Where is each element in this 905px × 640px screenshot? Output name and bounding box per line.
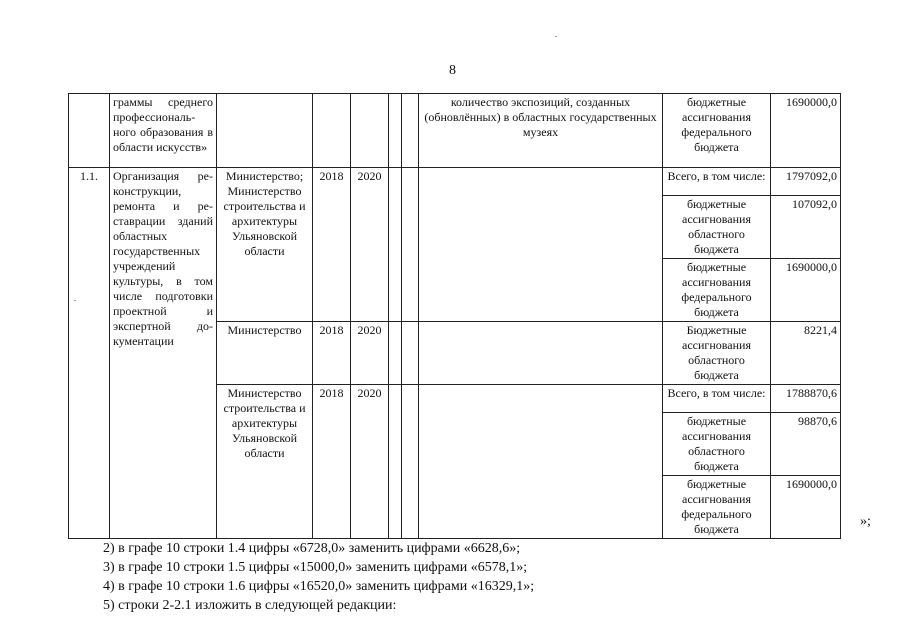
closing-quote: »; xyxy=(860,514,871,529)
amendment-item: 5) строки 2-2.1 изложить в следующей редакции: xyxy=(103,598,397,613)
year-end: 2020 xyxy=(351,385,389,539)
funding-amount: 1788870,6 xyxy=(771,385,841,413)
funding-source: бюджетные ассигнования федерального бюджета xyxy=(663,94,771,168)
cell-empty xyxy=(402,94,419,168)
year-end: 2020 xyxy=(351,322,389,385)
funding-source: Всего, в том числе: xyxy=(663,385,771,413)
item-number: 1.1. xyxy=(69,168,110,539)
funding-amount: 98870,6 xyxy=(771,413,841,476)
funding-amount: 8221,4 xyxy=(771,322,841,385)
executor: Министерство; Министерство строительства и архитектуры Ульяновской области xyxy=(217,168,313,322)
funding-source: Всего, в том числе: xyxy=(663,168,771,196)
funding-amount: 1690000,0 xyxy=(771,94,841,168)
cell-empty xyxy=(402,385,419,539)
funding-source: бюджетные ассигнования федерального бюджета xyxy=(663,259,771,322)
cell-empty xyxy=(389,385,402,539)
cell-empty xyxy=(389,322,402,385)
cell-empty xyxy=(402,322,419,385)
cell-indicator-empty xyxy=(419,322,663,385)
funding-source: бюджетные ассигнования областного бюджета xyxy=(663,196,771,259)
scan-speck xyxy=(74,300,76,301)
table-row xyxy=(69,168,841,196)
funding-amount: 107092,0 xyxy=(771,196,841,259)
amendments-list xyxy=(103,539,534,615)
funding-amount: 1690000,0 xyxy=(771,259,841,322)
funding-amount: 1690000,0 xyxy=(771,476,841,539)
cell-year-start-empty xyxy=(313,94,351,168)
amendment-item: 2) в графе 10 строки 1.4 цифры «6728,0» заменить цифрами «6628,6»; xyxy=(103,541,521,556)
cell-year-end-empty xyxy=(351,94,389,168)
cell-executor-empty xyxy=(217,94,313,168)
year-start: 2018 xyxy=(313,385,351,539)
cell-indicator-empty xyxy=(419,385,663,539)
row-name: граммы среднего профессионального образования в области искусств» xyxy=(110,94,217,168)
cell-empty xyxy=(389,168,402,322)
year-start: 2018 xyxy=(313,168,351,322)
page-number: 8 xyxy=(449,63,456,78)
funding-amount: 1797092,0 xyxy=(771,168,841,196)
cell-empty xyxy=(402,168,419,322)
funding-source: Бюджетные ассигнования областного бюджета xyxy=(663,322,771,385)
scan-speck xyxy=(555,36,557,37)
amendment-item: 3) в графе 10 строки 1.5 цифры «15000,0» заменить цифрами «6578,1»; xyxy=(103,560,528,575)
cell-indicator-empty xyxy=(419,168,663,322)
executor: Министерство строительства и архитектуры Ульяновской области xyxy=(217,385,313,539)
item-name: Организация реконструкции, ремонта и реставрации зданий областных государственных учреждений культуры, в том числе подготовки проектной и экспертной документации xyxy=(110,168,217,539)
year-end: 2020 xyxy=(351,168,389,322)
funding-source: бюджетные ассигнования областного бюджета xyxy=(663,413,771,476)
year-start: 2018 xyxy=(313,322,351,385)
funding-source: бюджетные ассигнования федерального бюджета xyxy=(663,476,771,539)
program-table xyxy=(68,93,841,539)
cell-number-empty xyxy=(69,94,110,168)
amendment-item: 4) в графе 10 строки 1.6 цифры «16520,0» заменить цифрами «16329,1»; xyxy=(103,579,535,594)
executor: Министерство xyxy=(217,322,313,385)
indicator-text: количество экспозиций, созданных (обновлённых) в областных государственных музеях xyxy=(419,94,663,168)
continuation-row xyxy=(69,94,841,168)
cell-empty xyxy=(389,94,402,168)
